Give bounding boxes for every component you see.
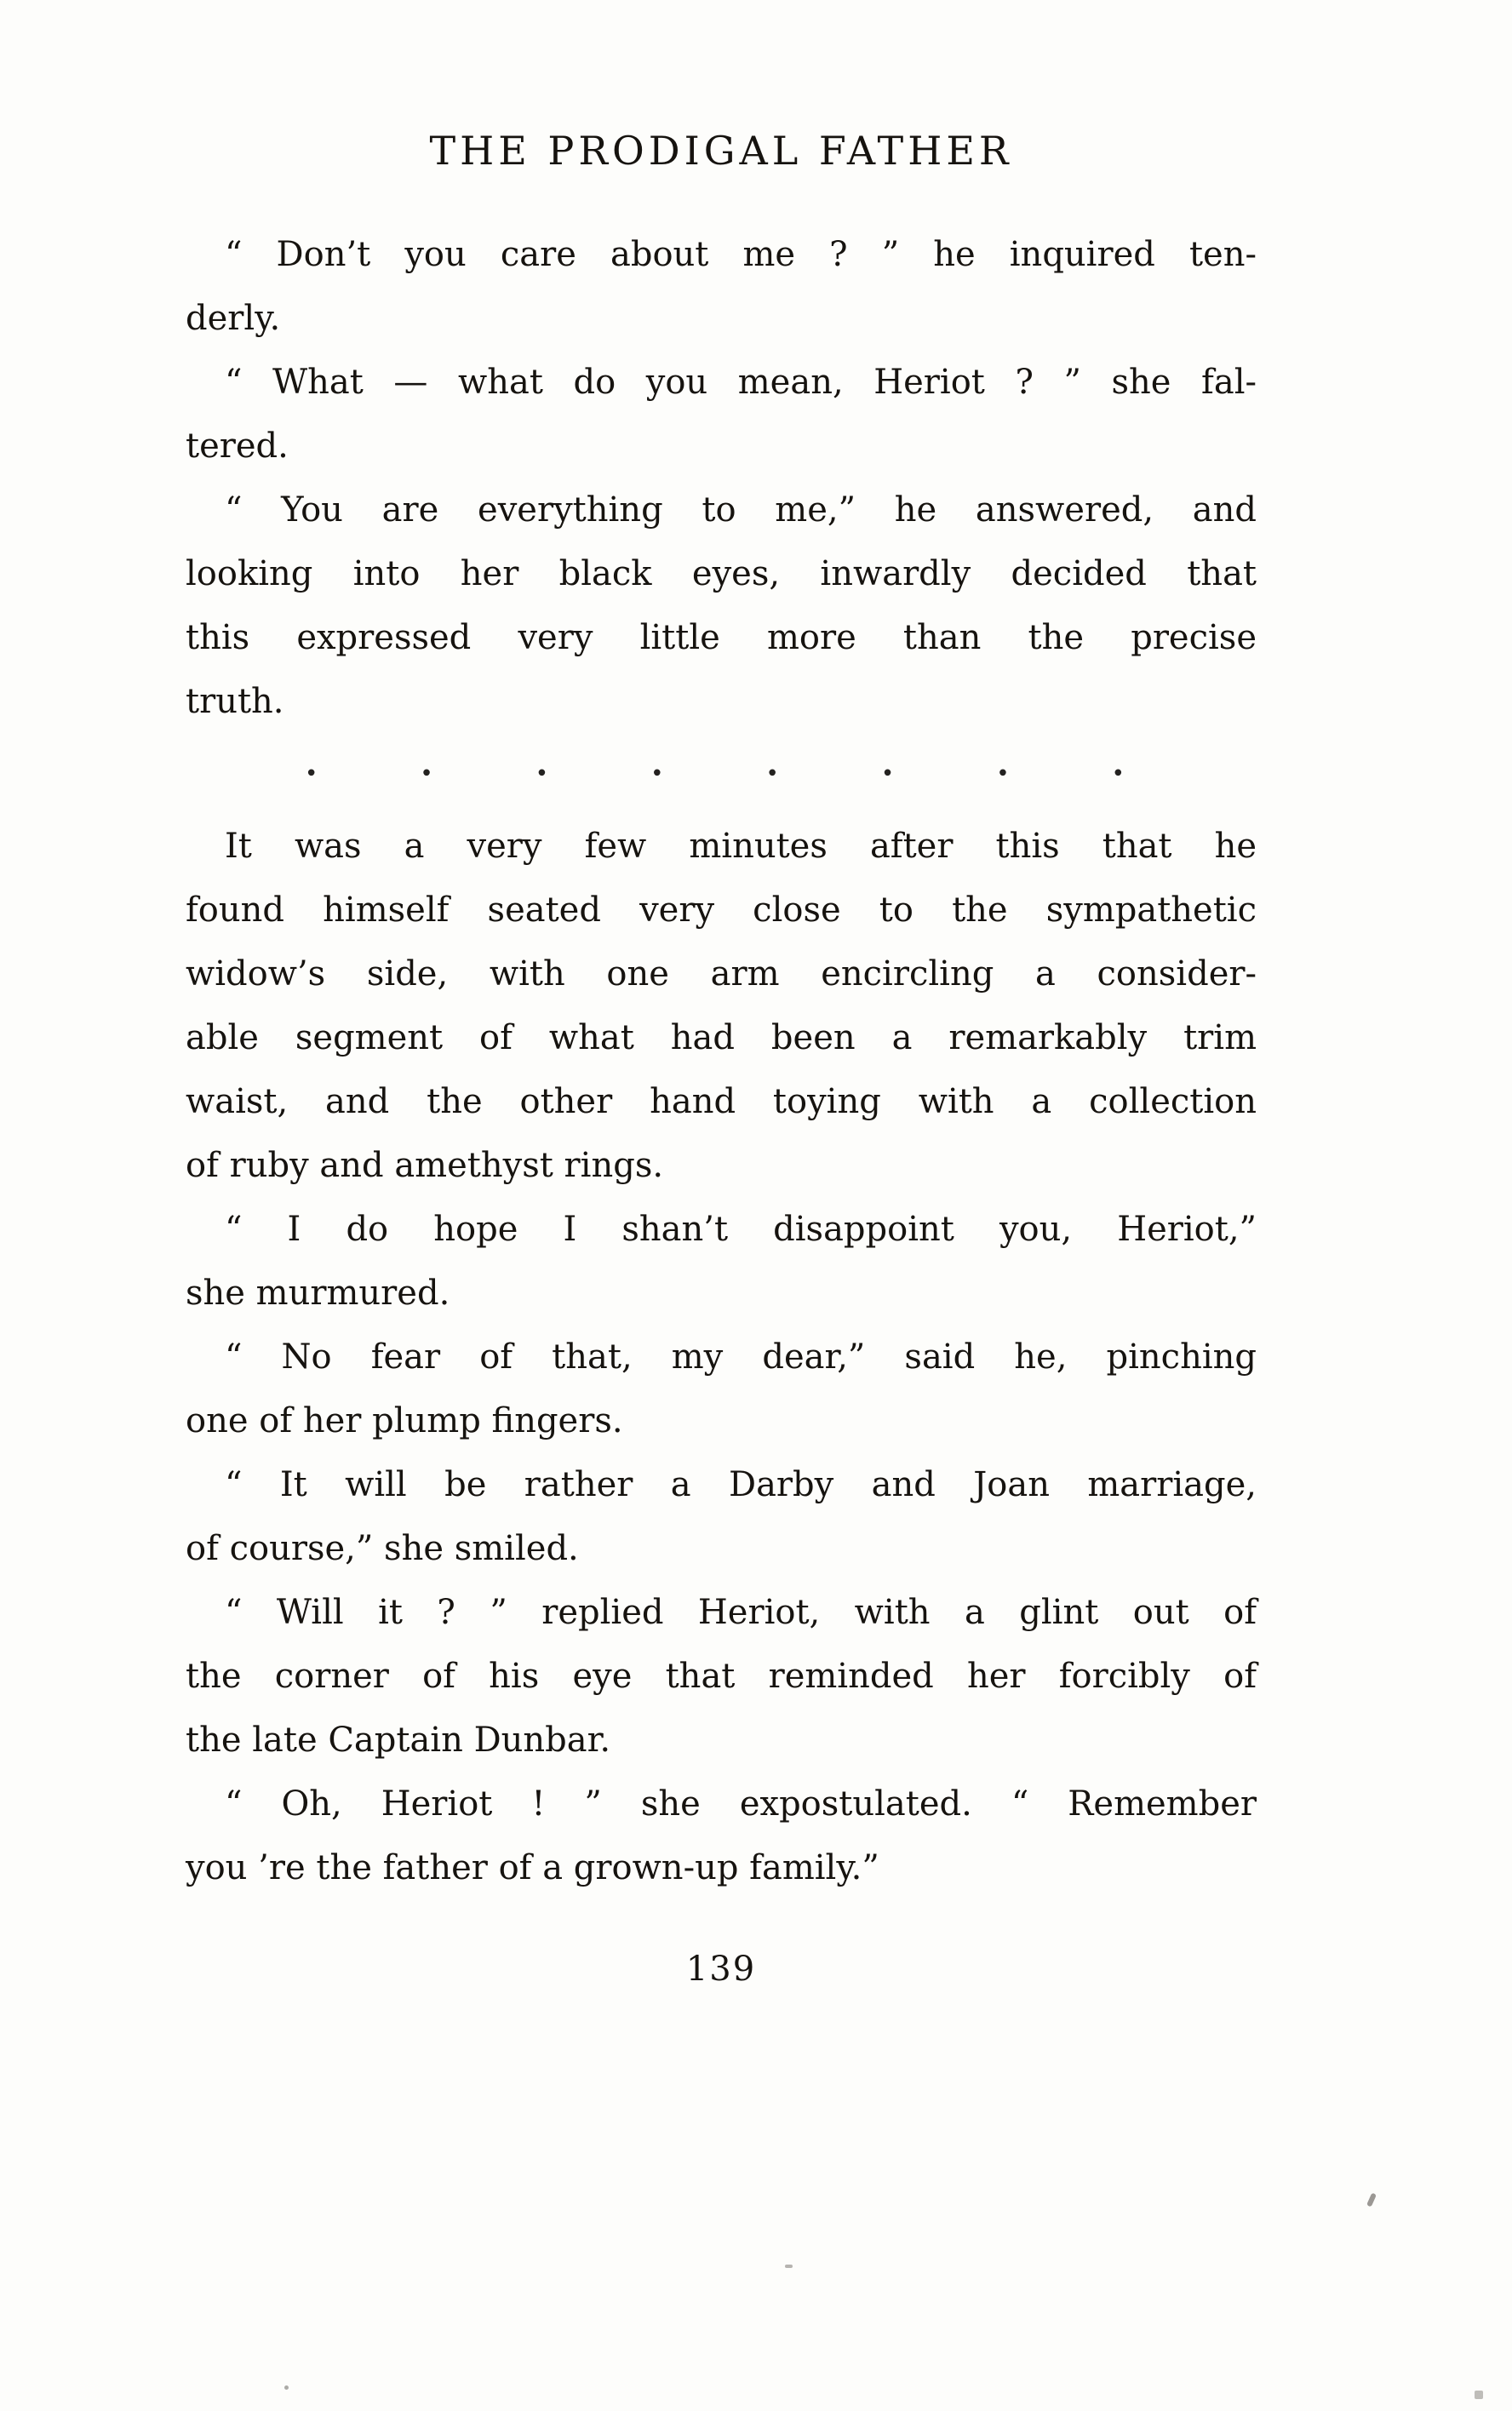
paragraph [186, 478, 1257, 734]
text-line: “ Don’t you care about me ? ” he inquired ten- [225, 235, 1257, 274]
text-body [186, 223, 1257, 2002]
separator-dot: • [996, 761, 1010, 787]
text-line: waist, and the other hand toying with a collection [186, 1082, 1257, 1121]
scan-speck [284, 2385, 289, 2390]
text-line: looking into her black eyes, inwardly decided that [186, 554, 1257, 593]
paragraph [186, 223, 1257, 351]
separator-dot: • [1111, 761, 1125, 787]
page-number: 139 [685, 1950, 757, 1989]
paragraph [186, 1772, 1257, 1900]
separator-dot: • [420, 761, 433, 787]
text-line: you ’re the father of a grown-up family.” [186, 1848, 879, 1887]
separator-dot: • [765, 761, 779, 787]
text-line: of course,” she smiled. [186, 1529, 579, 1568]
separator-dot: • [650, 761, 664, 787]
paragraph [186, 1198, 1257, 1326]
separator-dot: • [305, 761, 318, 787]
text-line: the late Captain Dunbar. [186, 1721, 611, 1760]
paragraphs-container [186, 223, 1257, 1900]
text-line: truth. [186, 682, 284, 721]
text-line: “ What — what do you mean, Heriot ? ” she fal- [225, 363, 1257, 402]
paragraph [186, 1326, 1257, 1453]
text-line: “ Will it ? ” replied Heriot, with a glint out of [225, 1593, 1257, 1632]
separator-dot: • [880, 761, 895, 787]
text-line: “ Oh, Heriot ! ” she expostulated. “ Remember [225, 1784, 1257, 1824]
paragraph [186, 1453, 1257, 1581]
scan-speck [1366, 2192, 1377, 2207]
text-line: one of her plump fingers. [186, 1401, 623, 1440]
text-line: “ You are everything to me,” he answered, and [225, 490, 1257, 530]
text-line: “ No fear of that, my dear,” said he, pinching [225, 1337, 1257, 1377]
running-title: THE PRODIGAL FATHER [429, 128, 1013, 174]
paragraph [186, 1581, 1257, 1772]
text-line: tered. [186, 427, 289, 466]
text-line: widow’s side, with one arm encircling a consider- [186, 954, 1257, 994]
text-line: she murmured. [186, 1274, 450, 1313]
text-line: derly. [186, 299, 281, 338]
section-break [186, 742, 1257, 806]
text-line: It was a very few minutes after this that he [225, 827, 1257, 866]
scan-speck [1475, 2391, 1483, 2399]
text-line: found himself seated very close to the sympathetic [186, 891, 1257, 930]
paragraph [186, 815, 1257, 1198]
text-line: able segment of what had been a remarkably trim [186, 1018, 1257, 1057]
text-line: “ It will be rather a Darby and Joan marriage, [225, 1465, 1257, 1504]
text-line: this expressed very little more than the precise [186, 618, 1257, 657]
scan-speck [785, 2265, 793, 2268]
text-line: “ I do hope I shan’t disappoint you, Heriot,” [225, 1210, 1257, 1249]
text-line: of ruby and amethyst rings. [186, 1146, 664, 1185]
paragraph [186, 351, 1257, 478]
separator-dot: • [535, 761, 549, 787]
text-line: the corner of his eye that reminded her forcibly of [186, 1657, 1257, 1696]
